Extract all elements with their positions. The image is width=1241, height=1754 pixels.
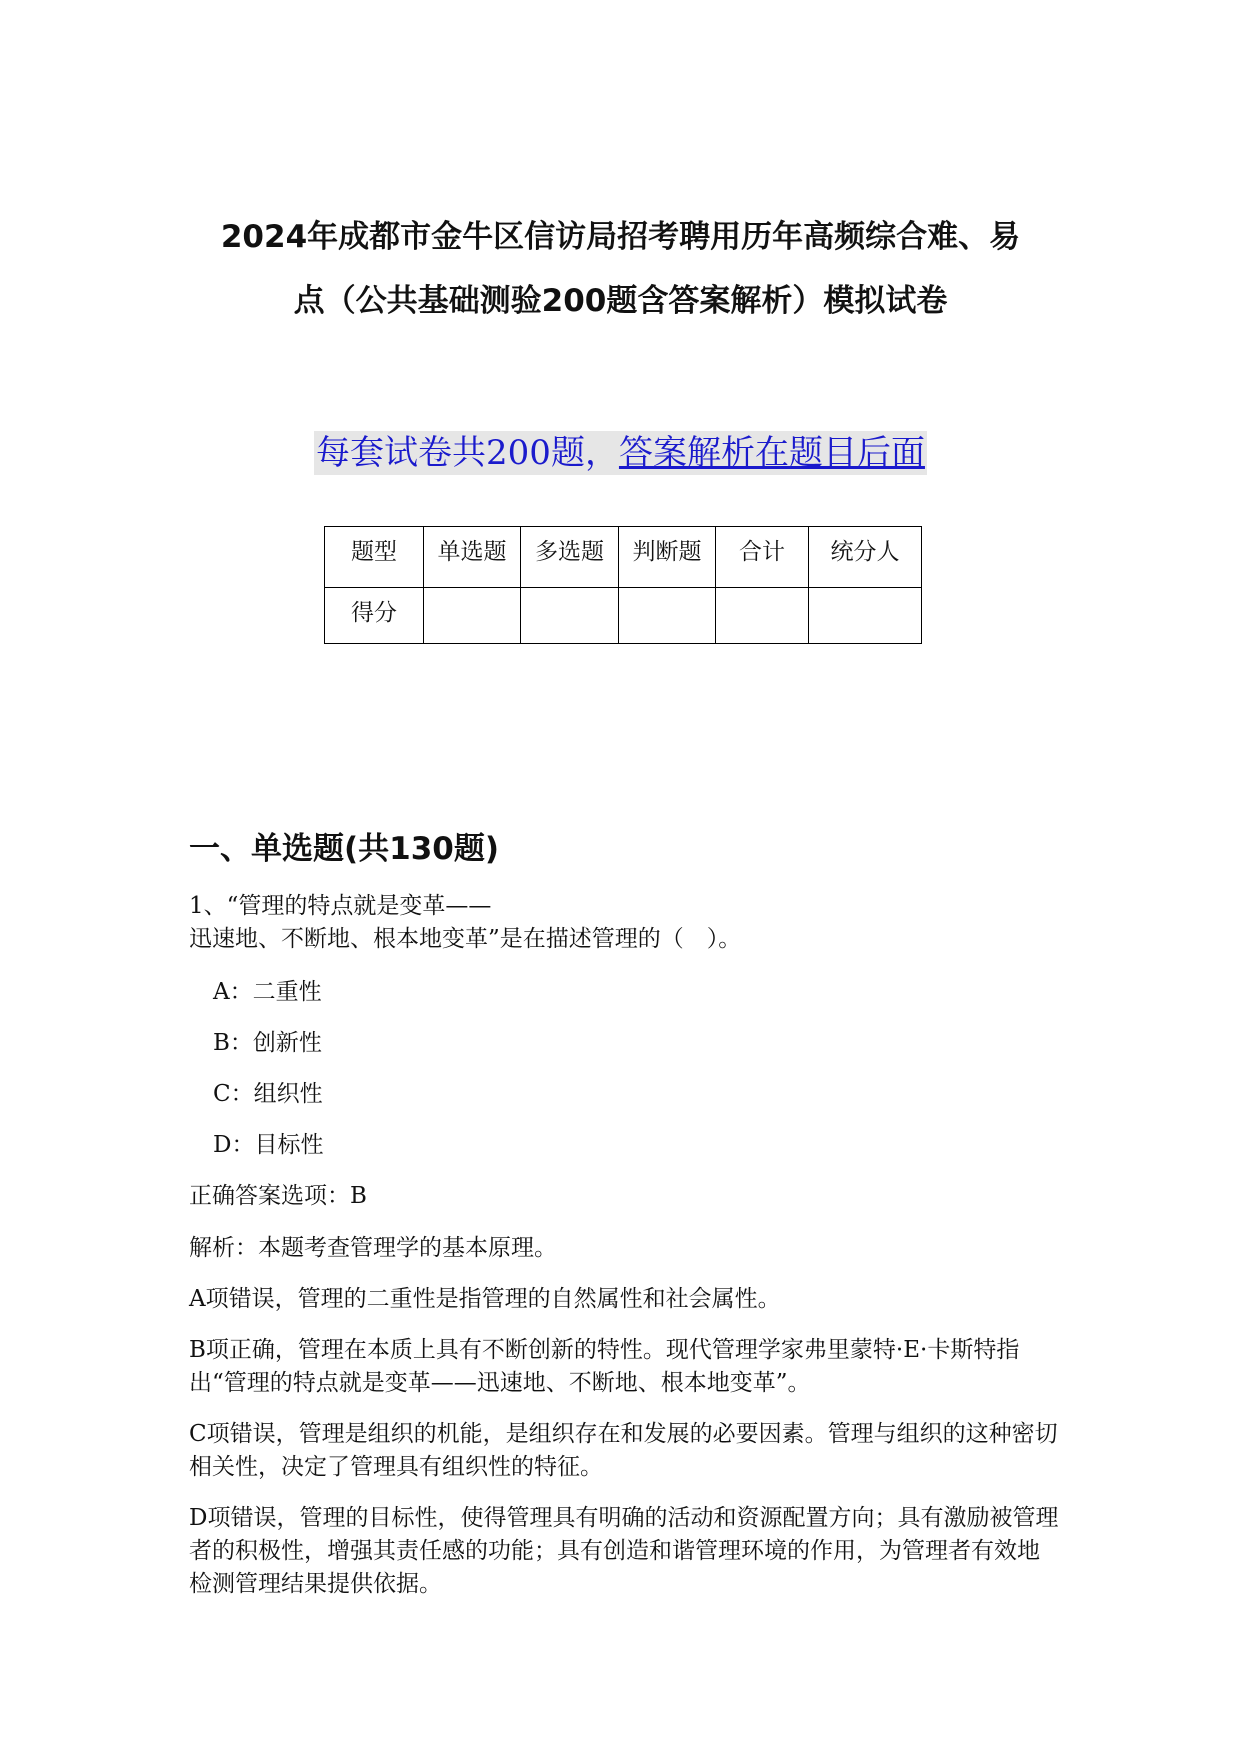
analysis-intro: 解析：本题考查管理学的基本原理。 (189, 1235, 557, 1261)
score-cell[interactable] (809, 588, 922, 644)
score-table-header-row (325, 527, 922, 588)
analysis-c: C项错误，管理是组织的机能，是组织存在和发展的必要因素。管理与组织的这种密切相关性，决定了管理具有组织性的特征。 (189, 1421, 1058, 1480)
header-cell: 合计 (716, 527, 809, 588)
score-table (324, 526, 922, 644)
option-d: D：目标性 (213, 1132, 324, 1158)
info-banner (0, 425, 1241, 474)
header-cell: 单选题 (424, 527, 521, 588)
header-cell: 多选题 (521, 527, 619, 588)
title-line-1: 2024年成都市金牛区信访局招考聘用历年高频综合难、易 (220, 219, 1021, 255)
question-stem (189, 890, 1059, 956)
analysis-b: B项正确，管理在本质上具有不断创新的特性。现代管理学家弗里蒙特·E·卡斯特指出“管理的特点就是变革——迅速地、不断地、根本地变革”。 (189, 1337, 1020, 1396)
banner-text: 每套试卷共200题， (316, 433, 619, 473)
document-title (150, 205, 1091, 333)
analysis-a: A项错误，管理的二重性是指管理的自然属性和社会属性。 (189, 1286, 781, 1312)
score-cell[interactable] (716, 588, 809, 644)
section-title: 一、单选题(共130题) (189, 831, 500, 867)
score-cell[interactable] (619, 588, 716, 644)
score-cell[interactable] (424, 588, 521, 644)
question-stem-line-2: 迅速地、不断地、根本地变革”是在描述管理的（ ）。 (189, 926, 742, 952)
header-cell: 题型 (325, 527, 424, 588)
title-line-2: 点（公共基础测验200题含答案解析）模拟试卷 (293, 283, 948, 319)
header-cell: 判断题 (619, 527, 716, 588)
option-c: C：组织性 (213, 1081, 323, 1107)
option-a: A：二重性 (213, 979, 322, 1005)
score-row-label: 得分 (325, 588, 424, 644)
score-cell[interactable] (521, 588, 619, 644)
score-table-score-row (325, 588, 922, 644)
header-cell: 统分人 (809, 527, 922, 588)
banner-link[interactable]: 答案解析在题目后面 (618, 433, 925, 473)
option-b: B：创新性 (213, 1030, 322, 1056)
question-stem-line-1: 1、“管理的特点就是变革—— (189, 893, 492, 919)
correct-answer: 正确答案选项：B (189, 1183, 367, 1209)
analysis-d: D项错误，管理的目标性，使得管理具有明确的活动和资源配置方向；具有激励被管理者的积极性，增强其责任感的功能；具有创造和谐管理环境的作用，为管理者有效地检测管理结果提供依据。 (189, 1505, 1059, 1597)
